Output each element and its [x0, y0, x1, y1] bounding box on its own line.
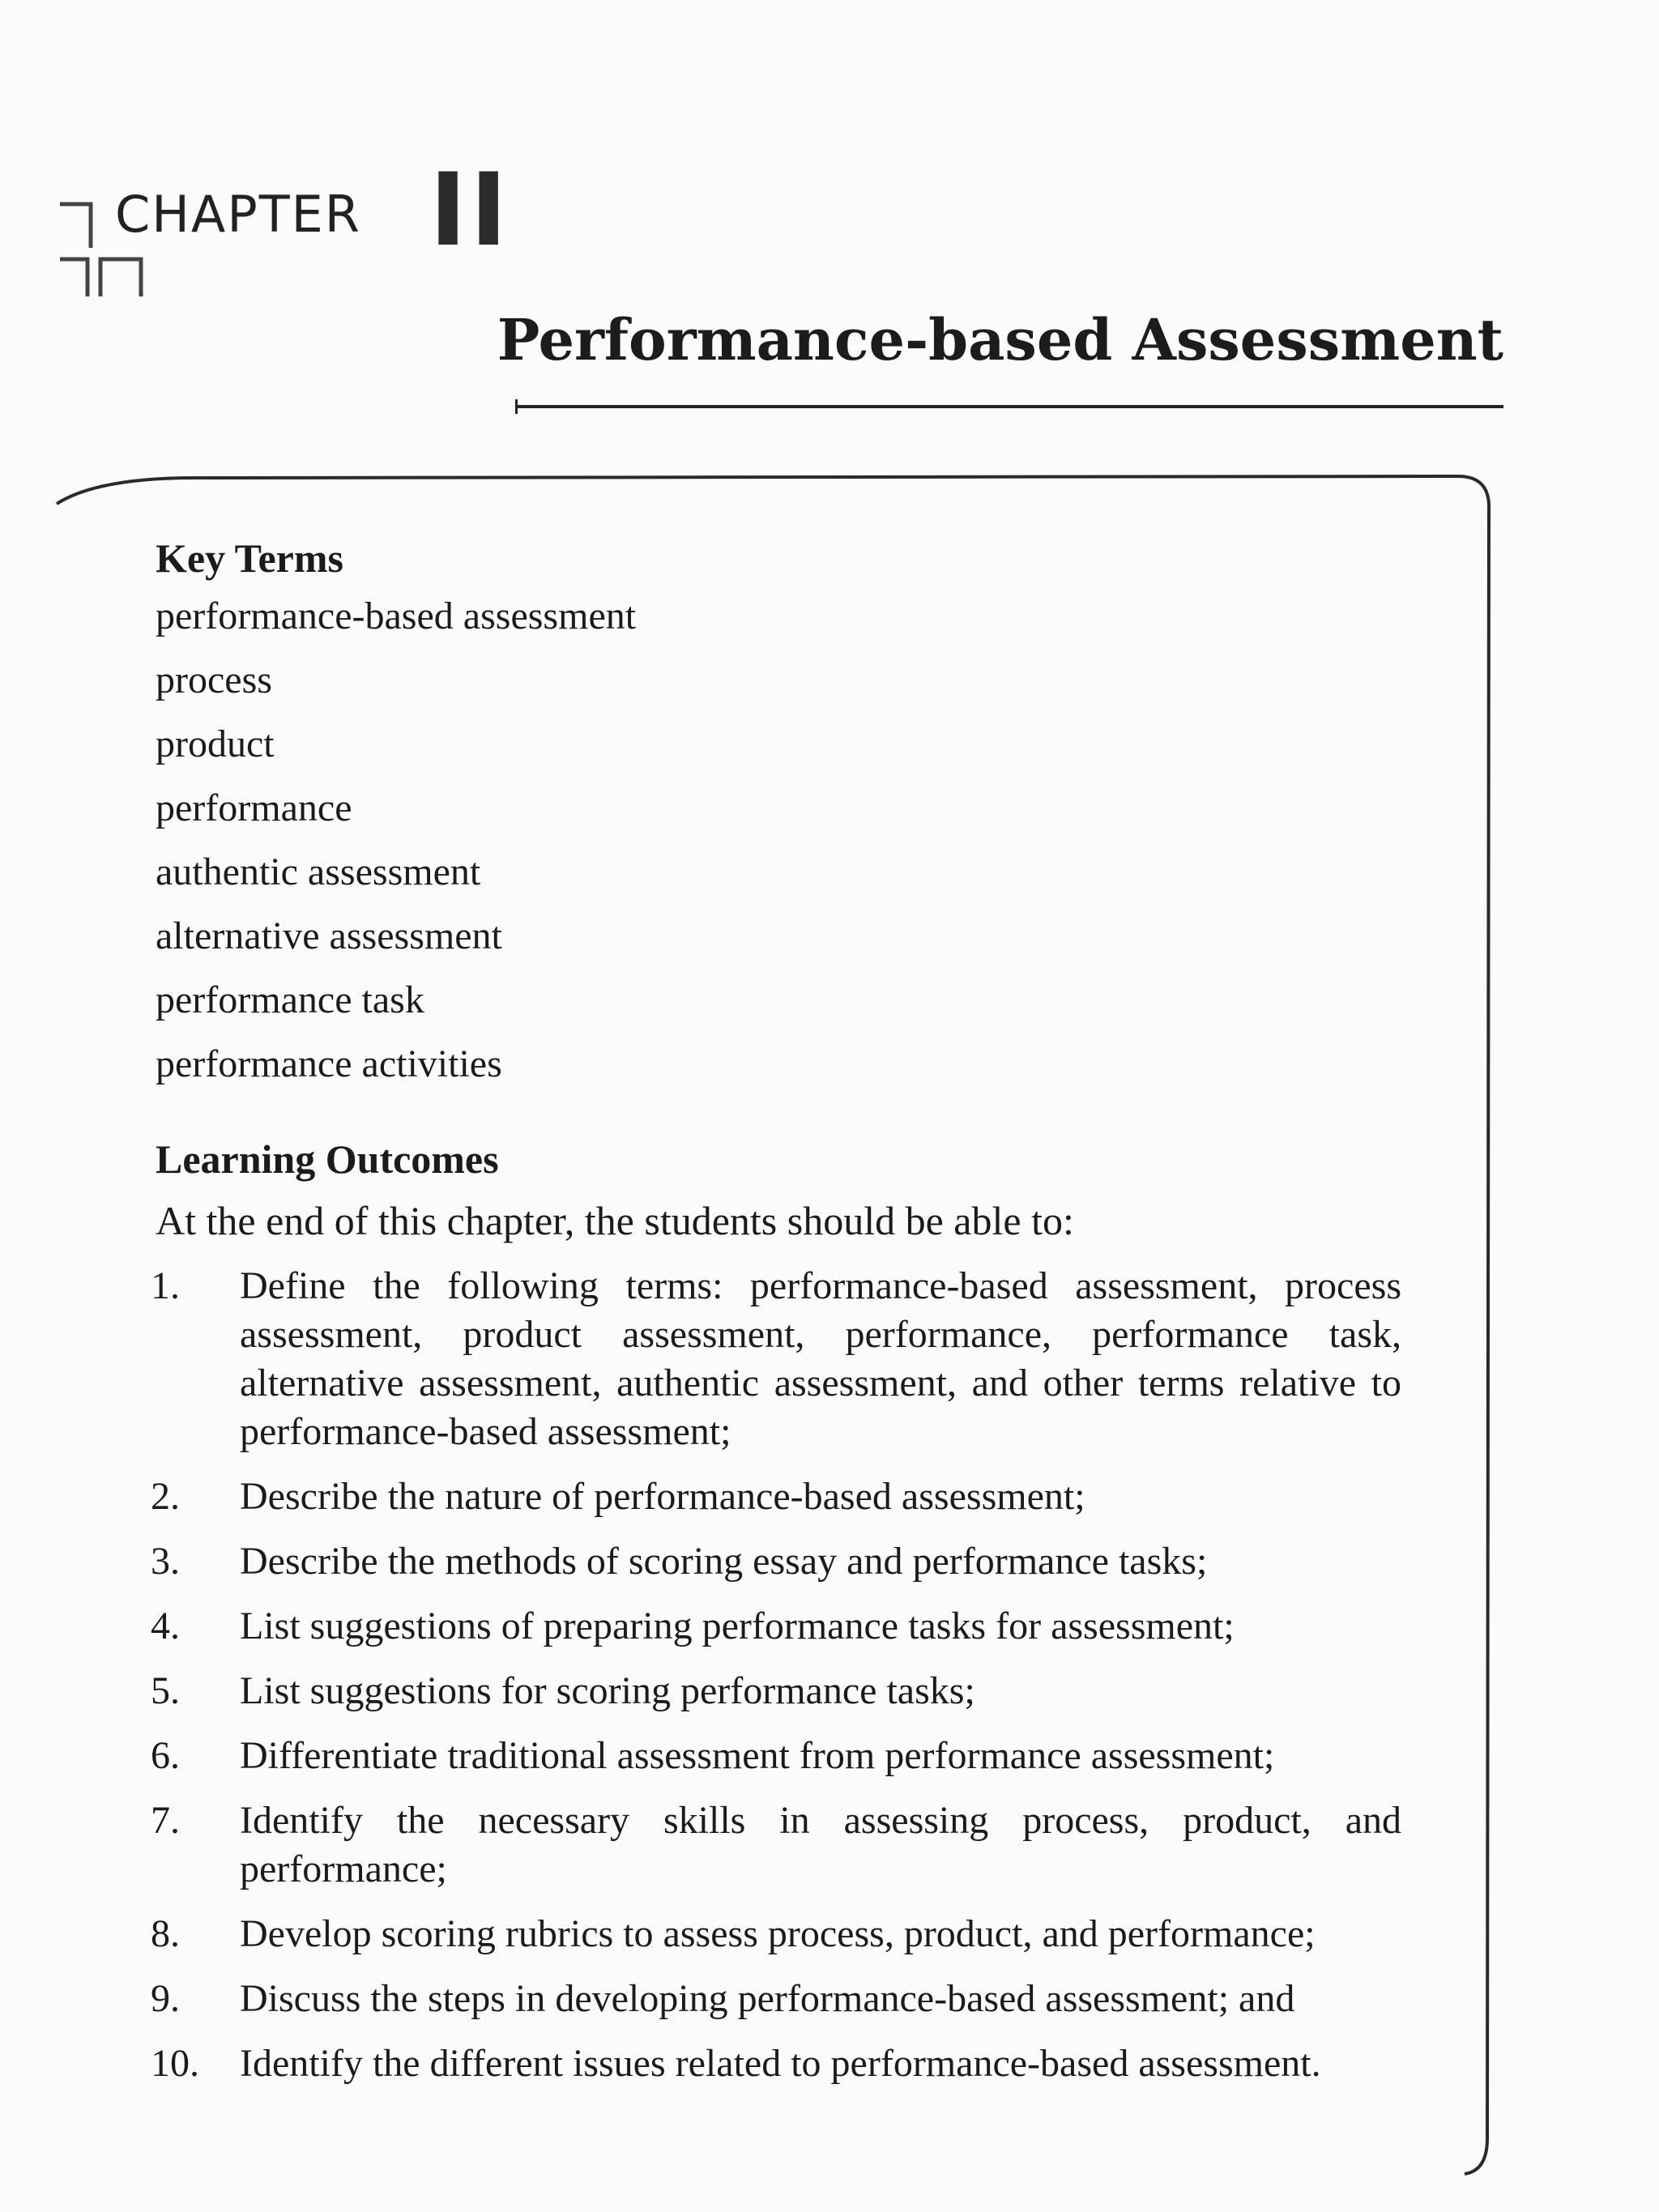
outcome-number: 5.: [151, 1669, 180, 1712]
outcome-number: 7.: [151, 1799, 180, 1842]
key-term: alternative assessment: [156, 914, 502, 957]
outcome-item: [151, 2039, 1401, 2088]
outcome-text: Describe the methods of scoring essay and performance tasks;: [240, 1540, 1208, 1583]
chapter-number: II: [429, 152, 511, 269]
outcome-number: 4.: [151, 1605, 180, 1647]
outcome-number: 8.: [151, 1912, 180, 1955]
key-term: authentic assessment: [156, 850, 481, 893]
outcome-item: [151, 1262, 1401, 1456]
learning-outcomes-intro: At the end of this chapter, the students should be able to:: [156, 1198, 1074, 1243]
outcome-text: Discuss the steps in developing performance-based assessment; and: [240, 1977, 1295, 2020]
key-term: performance activities: [156, 1042, 502, 1085]
learning-outcomes-list: [151, 1262, 1401, 2088]
key-terms-heading: Key Terms: [156, 535, 343, 581]
outcome-text: Differentiate traditional assessment from performance assessment;: [240, 1734, 1275, 1777]
outcome-item: [151, 1796, 1401, 1894]
outcome-text: Describe the nature of performance-based assessment;: [240, 1475, 1085, 1518]
outcome-item: [151, 1602, 1401, 1651]
key-term: process: [156, 658, 272, 701]
learning-outcomes-heading: Learning Outcomes: [156, 1136, 499, 1182]
outcome-text: List suggestions of preparing performance tasks for assessment;: [240, 1605, 1235, 1647]
key-terms-list: [156, 588, 636, 1100]
chapter-label: CHAPTER: [115, 185, 361, 244]
key-term: performance task: [156, 978, 424, 1021]
chapter-title: Performance-based Assessment: [497, 306, 1503, 373]
outcome-text: Identify the different issues related to performance-based assessment.: [240, 2042, 1321, 2085]
outcome-text: Define the following terms: performance-based assessment, process assessment, product assessment, performance, performance task, alternative assessment, authentic assessment, and other terms relative to performance-based assessment;: [240, 1264, 1401, 1453]
outcome-text: Identify the necessary skills in assessing process, product, and performance;: [240, 1799, 1401, 1890]
outcome-number: 3.: [151, 1540, 180, 1583]
key-term: performance: [156, 786, 352, 829]
key-term: product: [156, 722, 275, 765]
outcome-item: [151, 1667, 1401, 1715]
outcome-item: [151, 1473, 1401, 1521]
outcome-item: [151, 1975, 1401, 2023]
outcome-number: 9.: [151, 1977, 180, 2020]
outcome-text: List suggestions for scoring performance tasks;: [240, 1669, 975, 1712]
outcome-number: 6.: [151, 1734, 180, 1777]
outcome-item: [151, 1732, 1401, 1780]
outcome-item: [151, 1537, 1401, 1586]
outcome-text: Develop scoring rubrics to assess process, product, and performance;: [240, 1912, 1316, 1955]
key-term: performance-based assessment: [156, 595, 637, 637]
outcome-number: 1.: [151, 1264, 180, 1307]
outcome-number: 2.: [151, 1475, 180, 1518]
outcome-item: [151, 1910, 1401, 1958]
outcome-number: 10.: [151, 2042, 199, 2085]
